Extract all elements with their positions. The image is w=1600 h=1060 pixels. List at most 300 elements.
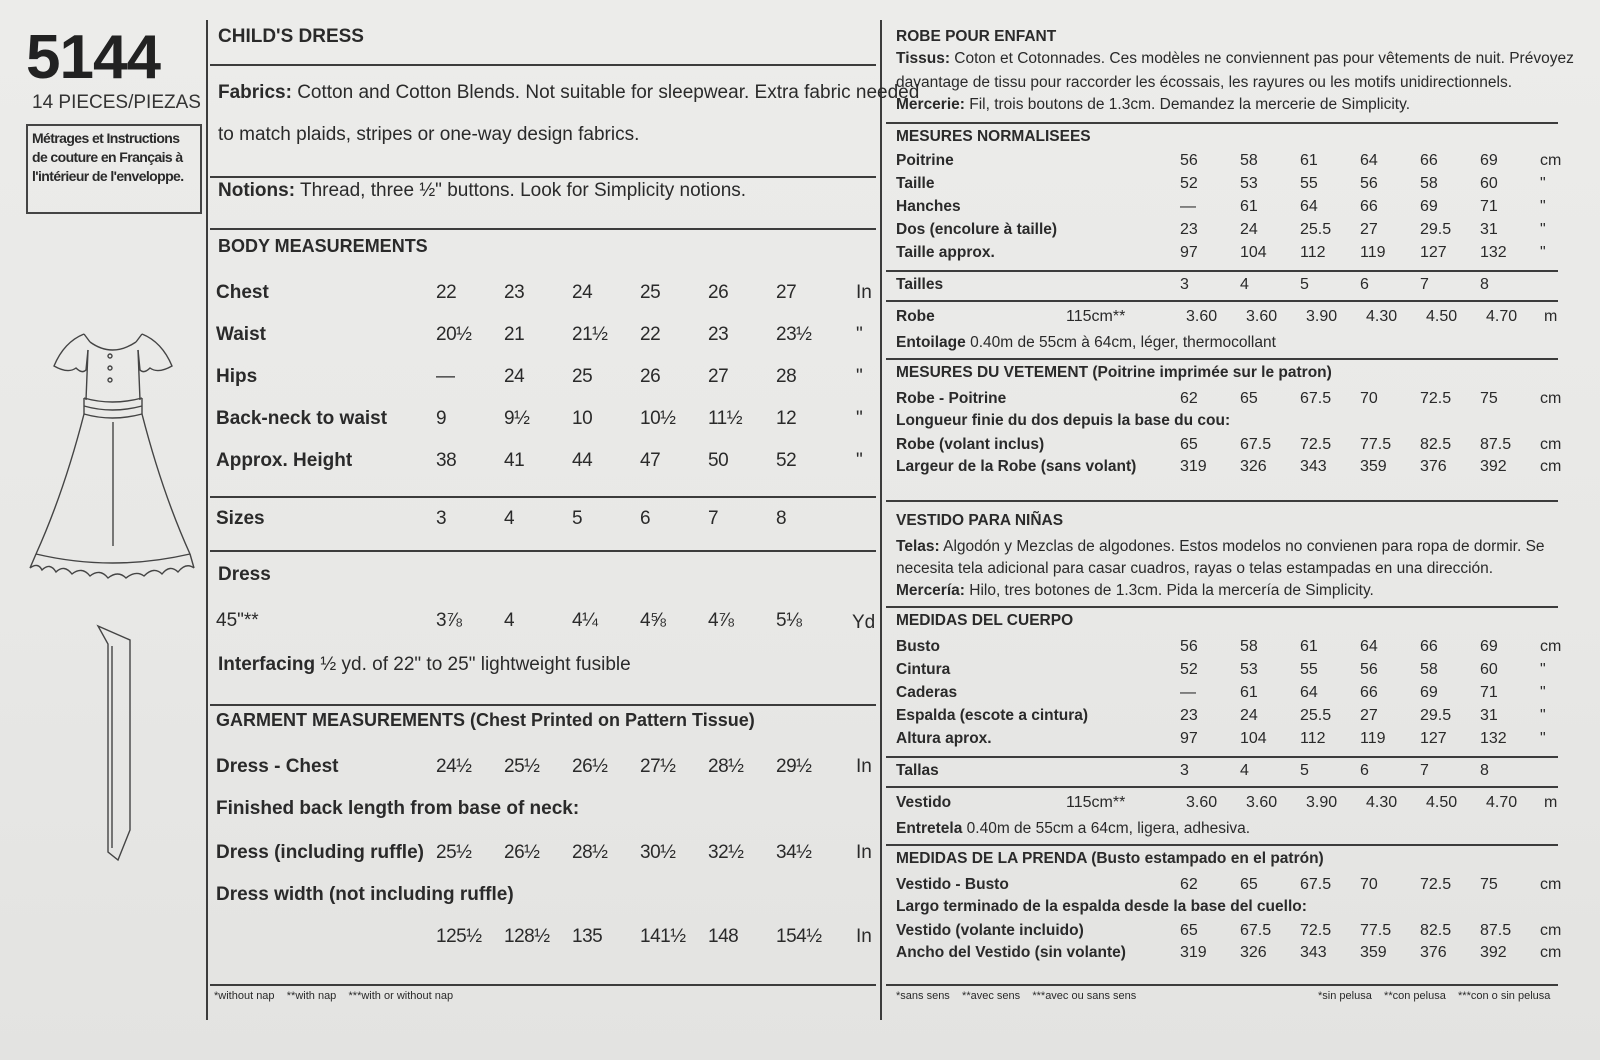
fr-dress-value: 3.60 — [1246, 308, 1278, 325]
es-size-value: 6 — [1360, 762, 1369, 779]
es-width-unit: cm — [1540, 944, 1562, 961]
fr-width-value: 319 — [1180, 458, 1207, 475]
es-dress-value: 3.90 — [1306, 794, 1338, 811]
es-interfacing-text: 0.40m de 55cm a 64cm, ligera, adhesiva. — [962, 820, 1251, 837]
es-chest-value: 67.5 — [1300, 876, 1332, 893]
es-body-row-unit: " — [1540, 684, 1546, 701]
fr-body-row-value: 24 — [1240, 221, 1258, 238]
en-body-row-label: Waist — [216, 324, 266, 345]
en-body-row-label: Hips — [216, 366, 258, 387]
es-body-row-label: Cintura — [896, 661, 951, 678]
fr-body-row-value: 66 — [1360, 198, 1378, 215]
en-body-row-value: 41 — [504, 450, 525, 471]
fr-chest-value: 70 — [1360, 390, 1378, 407]
en-width-unit: In — [856, 926, 872, 947]
es-rule-5 — [886, 984, 1558, 986]
en-size-value: 7 — [708, 508, 719, 529]
es-dress-value: 3.60 — [1186, 794, 1218, 811]
en-dress-width: 45"** — [216, 610, 259, 631]
es-rule-3 — [886, 786, 1558, 788]
es-merceria-line — [896, 582, 1374, 600]
es-body-row-value: 61 — [1300, 638, 1318, 655]
en-size-value: 8 — [776, 508, 787, 529]
en-notions-line — [218, 180, 746, 202]
fr-width-value: 392 — [1480, 458, 1507, 475]
fr-body-row-value: 69 — [1420, 198, 1438, 215]
es-ruffle-value: 67.5 — [1240, 922, 1272, 939]
fr-body-row-value: 23 — [1180, 221, 1198, 238]
fr-rule-1 — [886, 122, 1558, 124]
es-body-row-value: 112 — [1300, 730, 1326, 747]
en-body-row-unit: " — [856, 408, 863, 429]
es-telas-label: Telas: — [896, 538, 940, 555]
es-body-row-value: 53 — [1240, 661, 1258, 678]
es-body-row-value: 64 — [1360, 638, 1378, 655]
fr-body-row-value: 61 — [1240, 198, 1258, 215]
en-size-value: 6 — [640, 508, 651, 529]
en-footnote: *without nap **with nap ***with or without nap — [214, 990, 454, 1002]
fr-width-label: Largeur de la Robe (sans volant) — [896, 458, 1137, 475]
es-size-value: 8 — [1480, 762, 1489, 779]
en-body-row-value: 26 — [708, 282, 729, 303]
en-dress-value: 4⅞ — [708, 610, 734, 631]
en-dress-value: 4 — [504, 610, 515, 631]
fr-chest-unit: cm — [1540, 390, 1562, 407]
en-dress-value: 3⅞ — [436, 610, 462, 631]
en-chest-value: 24½ — [436, 756, 472, 777]
en-width-value: 141½ — [640, 926, 686, 947]
en-fabrics-text1: Cotton and Cotton Blends. Not suitable for sleepwear. Extra fabric needed — [291, 82, 920, 103]
es-finished-label: Largo terminado de la espalda desde la base del cuello: — [896, 898, 1307, 915]
fr-dress-label: Robe — [896, 308, 935, 325]
fr-body-row-value: 66 — [1420, 152, 1438, 169]
fr-tissus-line2: davantage de tissu pour raccorder les écossais, les rayures ou les motifs unidirectionnels. — [896, 74, 1513, 91]
center-left-rule — [206, 20, 208, 1020]
fr-dress-width: 115cm** — [1066, 308, 1126, 325]
fr-body-row-unit: " — [1540, 175, 1546, 192]
fr-chest-value: 65 — [1240, 390, 1258, 407]
en-size-value: 3 — [436, 508, 447, 529]
fr-body-row-value: 69 — [1480, 152, 1498, 169]
es-chest-label: Vestido - Busto — [896, 876, 1009, 893]
en-title: CHILD'S DRESS — [218, 26, 364, 47]
fr-body-row-label: Hanches — [896, 198, 961, 215]
en-body-row-unit: " — [856, 366, 863, 387]
fr-size-value: 5 — [1300, 276, 1309, 293]
en-body-row-value: 23½ — [776, 324, 812, 345]
en-body-row-value: 47 — [640, 450, 661, 471]
es-body-row-value: 58 — [1240, 638, 1258, 655]
es-body-row-value: 58 — [1420, 661, 1438, 678]
es-merceria-text: Hilo, tres botones de 1.3cm. Pida la mercería de Simplicity. — [964, 582, 1374, 599]
es-size-value: 5 — [1300, 762, 1309, 779]
es-body-row-value: 66 — [1360, 684, 1378, 701]
fr-width-unit: cm — [1540, 458, 1562, 475]
en-chest-value: 25½ — [504, 756, 540, 777]
es-body-row-value: 56 — [1360, 661, 1378, 678]
es-body-row-value: 29.5 — [1420, 707, 1452, 724]
es-dress-value: 4.50 — [1426, 794, 1458, 811]
en-garment-heading: GARMENT MEASUREMENTS (Chest Printed on Pattern Tissue) — [216, 710, 755, 730]
fr-size-value: 7 — [1420, 276, 1429, 293]
en-size-label: Sizes — [216, 508, 265, 529]
es-chest-value: 62 — [1180, 876, 1198, 893]
en-rule-6 — [210, 704, 876, 706]
en-body-row-value: 9 — [436, 408, 447, 429]
en-body-row-value: 27 — [708, 366, 729, 387]
fr-rule-2 — [886, 270, 1558, 272]
es-size-value: 3 — [1180, 762, 1189, 779]
en-body-row-value: 10 — [572, 408, 593, 429]
es-body-row-value: 127 — [1420, 730, 1447, 747]
es-ruffle-value: 82.5 — [1420, 922, 1452, 939]
en-width-value: 148 — [708, 926, 739, 947]
en-chest-label: Dress - Chest — [216, 756, 339, 777]
es-width-value: 343 — [1300, 944, 1327, 961]
fr-size-value: 6 — [1360, 276, 1369, 293]
fr-width-value: 359 — [1360, 458, 1387, 475]
en-ruffle-value: 32½ — [708, 842, 744, 863]
es-size-value: 7 — [1420, 762, 1429, 779]
en-body-row-value: 28 — [776, 366, 797, 387]
es-body-row-value: 56 — [1180, 638, 1198, 655]
es-rule-2 — [886, 756, 1558, 758]
en-body-row-value: 24 — [504, 366, 525, 387]
en-notions-text: Thread, three ½" buttons. Look for Simplicity notions. — [295, 180, 747, 201]
es-body-row-value: 104 — [1240, 730, 1267, 747]
fr-ruffle-value: 82.5 — [1420, 436, 1452, 453]
es-body-row-value: 27 — [1360, 707, 1378, 724]
en-chest-unit: In — [856, 756, 872, 777]
fr-chest-value: 67.5 — [1300, 390, 1332, 407]
es-rule-1 — [886, 606, 1558, 608]
es-chest-value: 65 — [1240, 876, 1258, 893]
fr-rule-4 — [886, 358, 1558, 360]
en-body-row-unit: In — [856, 282, 872, 303]
fr-body-row-value: 27 — [1360, 221, 1378, 238]
fr-tissus-line1 — [896, 50, 1574, 68]
es-body-row-unit: " — [1540, 707, 1546, 724]
es-width-value: 326 — [1240, 944, 1267, 961]
fr-width-value: 376 — [1420, 458, 1447, 475]
es-ruffle-value: 87.5 — [1480, 922, 1512, 939]
fr-ruffle-value: 65 — [1180, 436, 1198, 453]
fr-body-row-value: 53 — [1240, 175, 1258, 192]
fr-body-row-value: 64 — [1360, 152, 1378, 169]
es-body-row-value: 132 — [1480, 730, 1507, 747]
en-ruffle-value: 25½ — [436, 842, 472, 863]
en-body-row-value: 22 — [436, 282, 457, 303]
fr-body-row-value: 97 — [1180, 244, 1198, 261]
sash-illustration — [90, 620, 160, 870]
es-ruffle-unit: cm — [1540, 922, 1562, 939]
es-width-label: Ancho del Vestido (sin volante) — [896, 944, 1126, 961]
en-ruffle-value: 30½ — [640, 842, 676, 863]
fr-ruffle-label: Robe (volant inclus) — [896, 436, 1045, 453]
en-dress-value: 4¼ — [572, 610, 598, 631]
es-body-row-label: Caderas — [896, 684, 958, 701]
es-body-row-value: 64 — [1300, 684, 1318, 701]
fr-body-row-value: 60 — [1480, 175, 1498, 192]
en-body-heading: BODY MEASUREMENTS — [218, 236, 428, 256]
en-rule-4 — [210, 496, 876, 498]
en-notions-label: Notions: — [218, 180, 296, 201]
en-body-row-value: 12 — [776, 408, 797, 429]
fr-rule-3 — [886, 300, 1558, 302]
fr-body-row-label: Taille — [896, 175, 935, 192]
fr-body-row-value: 58 — [1420, 175, 1438, 192]
es-body-row-value: 66 — [1420, 638, 1438, 655]
es-chest-value: 75 — [1480, 876, 1498, 893]
es-width-value: 376 — [1420, 944, 1447, 961]
fr-tissus-label: Tissus: — [896, 50, 950, 67]
en-fabrics-line1 — [218, 82, 919, 104]
fr-body-row-value: 112 — [1300, 244, 1326, 261]
es-body-row-unit: " — [1540, 730, 1546, 747]
center-right-rule — [880, 20, 882, 1020]
en-body-row-value: 23 — [504, 282, 525, 303]
es-body-row-label: Altura aprox. — [896, 730, 992, 747]
fr-dress-value: 3.90 — [1306, 308, 1338, 325]
en-ruffle-label: Dress (including ruffle) — [216, 842, 424, 863]
en-body-row-value: 20½ — [436, 324, 472, 345]
en-size-value: 4 — [504, 508, 515, 529]
es-body-row-value: 52 — [1180, 661, 1198, 678]
fr-dress-unit: m — [1544, 308, 1558, 325]
french-instructions-text: Métrages et Instructions de couture en Français à l'intérieur de l'enveloppe. — [32, 130, 184, 184]
fr-ruffle-value: 77.5 — [1360, 436, 1392, 453]
en-width-label: Dress width (not including ruffle) — [216, 884, 514, 905]
fr-mercerie-text: Fil, trois boutons de 1.3cm. Demandez la mercerie de Simplicity. — [964, 96, 1411, 113]
en-rule-2 — [210, 176, 876, 178]
en-ruffle-value: 26½ — [504, 842, 540, 863]
en-chest-value: 26½ — [572, 756, 608, 777]
fr-dress-value: 4.30 — [1366, 308, 1398, 325]
es-body-row-value: 119 — [1360, 730, 1386, 747]
es-width-value: 392 — [1480, 944, 1507, 961]
es-ruffle-value: 65 — [1180, 922, 1198, 939]
fr-body-row-value: 31 — [1480, 221, 1498, 238]
en-body-row-unit: " — [856, 324, 863, 345]
fr-chest-value: 72.5 — [1420, 390, 1452, 407]
en-rule-5 — [210, 550, 876, 552]
en-rule-3 — [210, 228, 876, 230]
fr-body-row-value: 58 — [1240, 152, 1258, 169]
en-body-row-value: 38 — [436, 450, 457, 471]
fr-ruffle-value: 87.5 — [1480, 436, 1512, 453]
en-body-row-label: Chest — [216, 282, 269, 303]
french-instructions-box — [26, 124, 202, 214]
fr-body-row-label: Dos (encolure à taille) — [896, 221, 1058, 238]
es-body-row-unit: cm — [1540, 638, 1562, 655]
es-body-row-value: 55 — [1300, 661, 1318, 678]
es-chest-unit: cm — [1540, 876, 1562, 893]
es-rule-4 — [886, 844, 1558, 846]
es-body-row-value: 23 — [1180, 707, 1198, 724]
es-body-heading: MEDIDAS DEL CUERPO — [896, 612, 1074, 629]
en-ruffle-value: 28½ — [572, 842, 608, 863]
en-width-value: 135 — [572, 926, 603, 947]
en-body-row-value: 21½ — [572, 324, 608, 345]
en-body-row-value: 26 — [640, 366, 661, 387]
fr-size-value: 3 — [1180, 276, 1189, 293]
fr-body-row-value: 132 — [1480, 244, 1507, 261]
en-rule-7 — [210, 984, 876, 986]
es-body-row-value: 97 — [1180, 730, 1198, 747]
en-dress-label: Dress — [218, 564, 271, 585]
en-chest-value: 29½ — [776, 756, 812, 777]
fr-mercerie-label: Mercerie: — [896, 96, 965, 113]
es-body-row-value: 25.5 — [1300, 707, 1332, 724]
es-body-row-value: 69 — [1420, 684, 1438, 701]
en-body-row-value: — — [436, 366, 455, 387]
fr-dress-value: 4.70 — [1486, 308, 1518, 325]
en-body-row-value: 10½ — [640, 408, 676, 429]
fr-chest-value: 75 — [1480, 390, 1498, 407]
es-ruffle-value: 72.5 — [1300, 922, 1332, 939]
en-body-row-unit: " — [856, 450, 863, 471]
es-body-row-value: — — [1180, 684, 1196, 701]
en-body-row-value: 9½ — [504, 408, 530, 429]
fr-body-row-value: 104 — [1240, 244, 1267, 261]
fr-body-row-value: 56 — [1180, 152, 1198, 169]
es-body-row-value: 24 — [1240, 707, 1258, 724]
es-dress-unit: m — [1544, 794, 1558, 811]
es-body-row-value: 60 — [1480, 661, 1498, 678]
en-rule-1 — [210, 64, 876, 66]
es-size-value: 4 — [1240, 762, 1249, 779]
en-body-row-value: 25 — [640, 282, 661, 303]
fr-body-row-value: 55 — [1300, 175, 1318, 192]
en-body-row-value: 25 — [572, 366, 593, 387]
en-body-row-value: 21 — [504, 324, 525, 345]
fr-body-row-value: 61 — [1300, 152, 1318, 169]
es-dress-value: 3.60 — [1246, 794, 1278, 811]
es-body-row-unit: " — [1540, 661, 1546, 678]
es-telas-line2: necesita tela adicional para casar cuadros, rayas o telas estampadas en una dirección. — [896, 560, 1494, 577]
en-chest-value: 28½ — [708, 756, 744, 777]
fr-finished-label: Longueur finie du dos depuis la base du cou: — [896, 412, 1231, 429]
en-body-row-value: 27 — [776, 282, 797, 303]
fr-body-row-value: 119 — [1360, 244, 1386, 261]
es-title: VESTIDO PARA NIÑAS — [896, 512, 1064, 529]
fr-size-label: Tailles — [896, 276, 944, 293]
es-width-value: 359 — [1360, 944, 1387, 961]
fr-size-value: 4 — [1240, 276, 1249, 293]
en-body-row-label: Approx. Height — [216, 450, 353, 471]
fr-body-row-unit: " — [1540, 244, 1546, 261]
fr-ruffle-unit: cm — [1540, 436, 1562, 453]
fr-ruffle-value: 72.5 — [1300, 436, 1332, 453]
en-interfacing-label: Interfacing — [218, 654, 316, 675]
es-ruffle-value: 77.5 — [1360, 922, 1392, 939]
fr-footnote: *sans sens **avec sens ***avec ou sans sens — [896, 990, 1137, 1002]
fr-body-row-value: 71 — [1480, 198, 1498, 215]
es-merceria-label: Mercería: — [896, 582, 965, 599]
es-body-row-value: 31 — [1480, 707, 1498, 724]
fr-body-row-unit: " — [1540, 221, 1546, 238]
en-size-value: 5 — [572, 508, 583, 529]
es-width-value: 319 — [1180, 944, 1207, 961]
es-chest-value: 70 — [1360, 876, 1378, 893]
en-body-row-value: 24 — [572, 282, 593, 303]
en-fabrics-line2: to match plaids, stripes or one-way design fabrics. — [218, 124, 640, 145]
es-chest-value: 72.5 — [1420, 876, 1452, 893]
es-telas-line1 — [896, 538, 1545, 556]
en-body-row-value: 11½ — [708, 408, 743, 429]
es-dress-label: Vestido — [896, 794, 952, 811]
pattern-number: 5144 — [26, 23, 160, 92]
fr-rule-5 — [886, 500, 1558, 502]
fr-body-row-value: 64 — [1300, 198, 1318, 215]
fr-chest-value: 62 — [1180, 390, 1198, 407]
fr-mercerie-line — [896, 96, 1410, 114]
fr-size-value: 8 — [1480, 276, 1489, 293]
fr-interfacing-text: 0.40m de 55cm à 64cm, léger, thermocollant — [965, 334, 1276, 351]
piece-count: 14 PIECES/PIEZAS — [32, 92, 201, 113]
fr-interfacing-line — [896, 334, 1276, 352]
fr-body-row-value: 25.5 — [1300, 221, 1332, 238]
en-chest-value: 27½ — [640, 756, 676, 777]
en-body-row-value: 22 — [640, 324, 661, 345]
es-size-label: Tallas — [896, 762, 939, 779]
en-body-row-value: 23 — [708, 324, 729, 345]
dress-illustration — [24, 322, 204, 582]
es-interfacing-line — [896, 820, 1250, 838]
en-body-row-label: Back-neck to waist — [216, 408, 388, 429]
fr-title: ROBE POUR ENFANT — [896, 28, 1057, 45]
en-finished-label: Finished back length from base of neck: — [216, 798, 580, 819]
fr-body-row-value: 127 — [1420, 244, 1447, 261]
es-dress-value: 4.30 — [1366, 794, 1398, 811]
en-dress-value: 5⅛ — [776, 610, 802, 631]
fr-body-row-label: Taille approx. — [896, 244, 995, 261]
es-footnote: *sin pelusa **con pelusa ***con o sin pelusa — [1318, 990, 1551, 1002]
fr-body-row-value: — — [1180, 198, 1196, 215]
en-width-value: 154½ — [776, 926, 822, 947]
es-body-row-value: 69 — [1480, 638, 1498, 655]
es-body-row-value: 61 — [1240, 684, 1258, 701]
en-dress-value: 4⅝ — [640, 610, 666, 631]
fr-interfacing-label: Entoilage — [896, 334, 966, 351]
fr-dress-value: 3.60 — [1186, 308, 1218, 325]
fr-body-row-value: 29.5 — [1420, 221, 1452, 238]
es-body-row-label: Espalda (escote a cintura) — [896, 707, 1089, 724]
en-ruffle-unit: In — [856, 842, 872, 863]
en-interfacing-text: ½ yd. of 22" to 25" lightweight fusible — [315, 654, 631, 675]
es-dress-width: 115cm** — [1066, 794, 1126, 811]
fr-width-value: 326 — [1240, 458, 1267, 475]
fr-width-value: 343 — [1300, 458, 1327, 475]
en-body-row-value: 50 — [708, 450, 729, 471]
es-ruffle-label: Vestido (volante incluido) — [896, 922, 1084, 939]
es-telas-text1: Algodón y Mezclas de algodones. Estos modelos no convienen para ropa de dormir. Se — [939, 538, 1545, 555]
fr-body-row-value: 52 — [1180, 175, 1198, 192]
en-body-row-value: 52 — [776, 450, 797, 471]
es-interfacing-label: Entretela — [896, 820, 963, 837]
fr-body-row-label: Poitrine — [896, 152, 954, 169]
fr-dress-value: 4.50 — [1426, 308, 1458, 325]
es-dress-value: 4.70 — [1486, 794, 1518, 811]
fr-body-row-unit: " — [1540, 198, 1546, 215]
en-width-value: 125½ — [436, 926, 482, 947]
es-body-row-label: Busto — [896, 638, 940, 655]
fr-body-row-unit: cm — [1540, 152, 1562, 169]
es-body-row-value: 71 — [1480, 684, 1498, 701]
en-fabrics-label: Fabrics: — [218, 82, 292, 103]
en-dress-unit: Yd — [852, 612, 876, 633]
fr-garment-heading: MESURES DU VETEMENT (Poitrine imprimée sur le patron) — [896, 364, 1332, 381]
